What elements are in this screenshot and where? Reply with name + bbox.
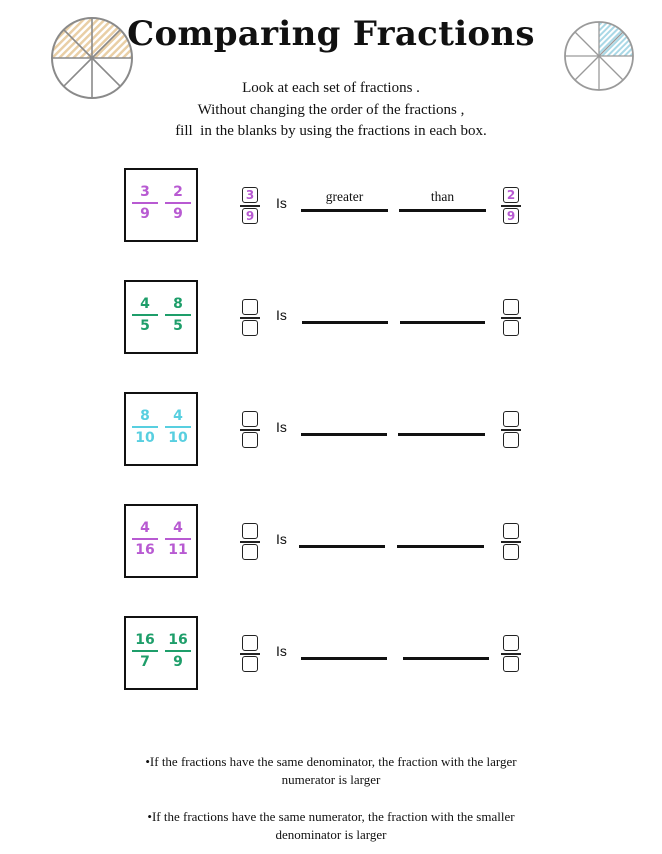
box-fraction — [165, 519, 191, 559]
box-fraction — [132, 631, 158, 671]
denominator-box[interactable] — [242, 432, 258, 448]
box-fraction — [165, 183, 191, 223]
is-label: Is — [276, 307, 287, 323]
answer-fraction-right[interactable] — [501, 299, 521, 339]
denominator-box[interactable] — [242, 320, 258, 336]
fraction-numerator: 8 — [173, 296, 183, 312]
fraction-numerator: 16 — [135, 632, 155, 648]
page-title: Comparing Fractions — [127, 14, 535, 54]
fraction-bar — [165, 650, 191, 652]
answer-fraction-left[interactable] — [240, 635, 260, 675]
denominator-box[interactable]: 9 — [503, 208, 519, 224]
fraction-bar — [165, 426, 191, 428]
fraction-bar — [132, 314, 158, 316]
denominator-box[interactable] — [503, 320, 519, 336]
fraction-numerator: 2 — [173, 184, 183, 200]
denominator-box[interactable] — [503, 544, 519, 560]
fraction-bar — [132, 650, 158, 652]
fraction-denominator: 9 — [173, 653, 183, 670]
answer-blank-text: greater — [325, 189, 364, 204]
fraction-numerator: 4 — [173, 520, 183, 536]
denominator-box[interactable] — [242, 656, 258, 672]
fraction-bar — [165, 314, 191, 316]
fraction-bar — [240, 429, 260, 431]
answer-fraction-right[interactable] — [501, 635, 521, 675]
exercise-row-5 — [0, 616, 662, 692]
instruction-line: Without changing the order of the fractions , — [197, 101, 465, 118]
box-fraction — [132, 407, 158, 447]
numerator-box[interactable] — [503, 411, 519, 427]
fraction-bar — [501, 541, 521, 543]
fraction-bar — [240, 205, 260, 207]
exercise-row-3 — [0, 392, 662, 468]
answer-blank-text: than — [430, 189, 455, 204]
denominator-box[interactable] — [242, 544, 258, 560]
fraction-bar — [501, 317, 521, 319]
rule-note-line: denominator is larger — [275, 827, 387, 842]
is-label: Is — [276, 531, 287, 547]
fraction-denominator: 9 — [140, 205, 150, 222]
instructions — [0, 78, 662, 143]
exercise-row-4 — [0, 504, 662, 580]
denominator-box[interactable] — [503, 656, 519, 672]
fraction-denominator: 11 — [168, 541, 188, 558]
answer-fraction-left[interactable] — [240, 299, 260, 339]
fraction-numerator: 4 — [140, 296, 150, 312]
fraction-box — [124, 616, 198, 690]
fraction-bar — [165, 538, 191, 540]
exercise-row-1 — [0, 168, 662, 244]
answer-blank[interactable] — [398, 433, 485, 436]
fraction-numerator: 4 — [140, 520, 150, 536]
fraction-bar — [165, 202, 191, 204]
box-fraction — [165, 631, 191, 671]
fraction-box — [124, 168, 198, 242]
numerator-box[interactable] — [503, 523, 519, 539]
answer-fraction-left[interactable] — [240, 523, 260, 563]
instruction-line: fill in the blanks by using the fractions in each box. — [175, 123, 487, 139]
fraction-bar — [501, 653, 521, 655]
instruction-line: Look at each set of fractions . — [242, 80, 420, 96]
answer-blank[interactable] — [397, 545, 484, 548]
rule-note-1 — [0, 753, 662, 789]
numerator-box[interactable] — [503, 635, 519, 651]
fraction-bar — [501, 205, 521, 207]
fraction-numerator: 8 — [140, 408, 150, 424]
box-fraction — [165, 295, 191, 335]
fraction-numerator: 16 — [168, 632, 188, 648]
box-fraction — [165, 407, 191, 447]
fraction-bar — [132, 426, 158, 428]
answer-fraction-left[interactable] — [240, 187, 260, 227]
is-label: Is — [276, 643, 287, 659]
fraction-numerator: 3 — [140, 184, 150, 200]
box-fraction — [132, 183, 158, 223]
fraction-bar — [501, 429, 521, 431]
fraction-box — [124, 280, 198, 354]
answer-fraction-right[interactable] — [501, 411, 521, 451]
fraction-denominator: 10 — [168, 429, 188, 446]
answer-blank[interactable] — [400, 321, 485, 324]
fraction-numerator: 4 — [173, 408, 183, 424]
exercise-row-2 — [0, 280, 662, 356]
fraction-denominator: 7 — [140, 653, 150, 670]
fraction-bar — [132, 538, 158, 540]
numerator-box[interactable] — [242, 635, 258, 651]
box-fraction — [132, 295, 158, 335]
numerator-box[interactable] — [242, 299, 258, 315]
rule-note-line: •If the fractions have the same numerator, the fraction with the smaller — [147, 809, 515, 824]
answer-fraction-right[interactable] — [501, 187, 521, 227]
fraction-box — [124, 392, 198, 466]
answer-blank[interactable] — [302, 321, 388, 324]
answer-fraction-right[interactable] — [501, 523, 521, 563]
rule-note-line: •If the fractions have the same denominator, the fraction with the larger — [145, 754, 517, 769]
fraction-bar — [240, 541, 260, 543]
answer-blank[interactable] — [301, 657, 387, 660]
answer-blank[interactable] — [301, 433, 387, 436]
denominator-box[interactable]: 9 — [242, 208, 258, 224]
numerator-box[interactable] — [503, 299, 519, 315]
answer-blank[interactable] — [301, 209, 388, 212]
fraction-bar — [240, 653, 260, 655]
fraction-denominator: 16 — [135, 541, 155, 558]
answer-blank[interactable] — [403, 657, 489, 660]
fraction-box — [124, 504, 198, 578]
answer-fraction-left[interactable] — [240, 411, 260, 451]
numerator-box[interactable]: 3 — [242, 187, 258, 203]
answer-blank[interactable] — [299, 545, 385, 548]
fraction-bar — [240, 317, 260, 319]
numerator-box[interactable] — [242, 523, 258, 539]
numerator-box[interactable] — [242, 411, 258, 427]
fraction-denominator: 9 — [173, 205, 183, 222]
answer-blank[interactable] — [399, 209, 486, 212]
fraction-denominator: 5 — [173, 317, 183, 334]
fraction-bar — [132, 202, 158, 204]
rule-note-line: numerator is larger — [281, 772, 381, 787]
rule-note-2 — [0, 808, 662, 844]
denominator-box[interactable] — [503, 432, 519, 448]
is-label: Is — [276, 195, 287, 211]
fraction-denominator: 10 — [135, 429, 155, 446]
numerator-box[interactable]: 2 — [503, 187, 519, 203]
box-fraction — [132, 519, 158, 559]
fraction-denominator: 5 — [140, 317, 150, 334]
is-label: Is — [276, 419, 287, 435]
